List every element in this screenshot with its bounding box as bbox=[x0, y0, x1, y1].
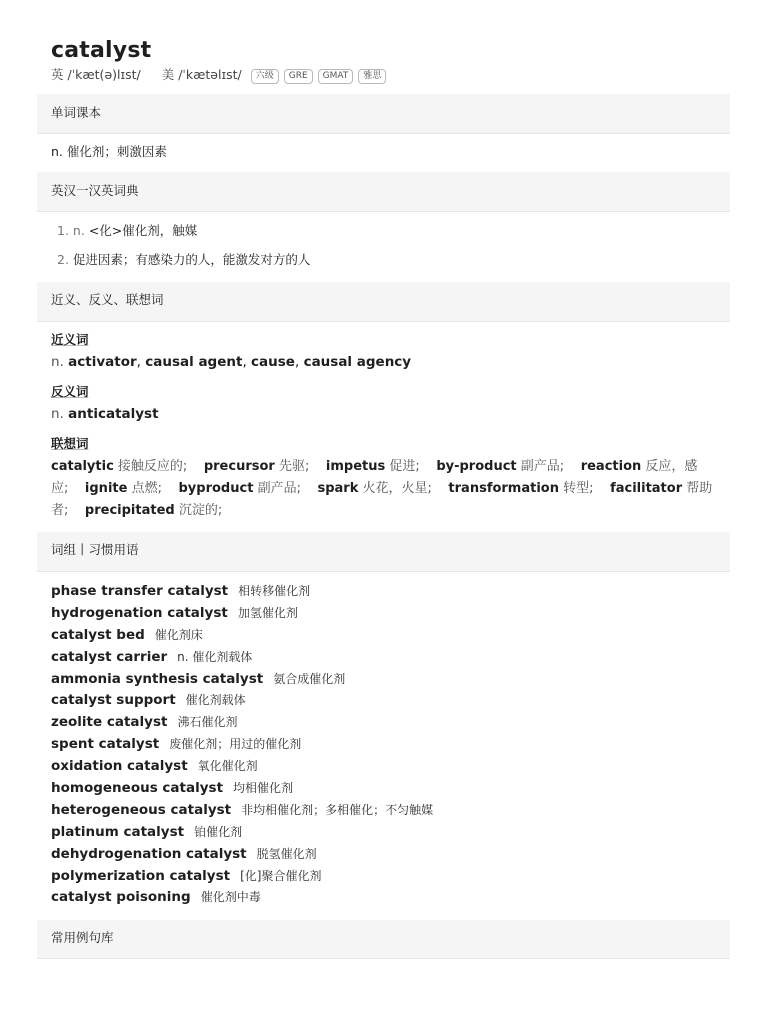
associations-list: catalytic 接触反应的; precursor 先驱; impetus 促进; by-product 副产品; reaction 反应，感应; ignite 点燃; byproduct 副产品; spark 火花，火星; transformation 转型; facilitator 帮助者; precipitated 沉淀的; bbox=[51, 459, 713, 518]
phrase-text[interactable]: platinum catalyst bbox=[51, 823, 185, 840]
phrase-row bbox=[51, 690, 433, 712]
phrase-translation: 氨合成催化剂 bbox=[273, 671, 346, 686]
item-text: <化>催化剂，触媒 bbox=[88, 223, 198, 238]
phrase-row bbox=[51, 822, 433, 844]
phrase-row bbox=[51, 647, 433, 669]
antonym-link[interactable]: anticatalyst bbox=[68, 406, 159, 422]
phrase-text[interactable]: phase transfer catalyst bbox=[51, 583, 229, 599]
association-word[interactable]: facilitator bbox=[610, 481, 683, 496]
pos-label: n. bbox=[51, 354, 64, 370]
section-header-textbook[interactable]: 单词课本 bbox=[37, 94, 730, 134]
phrase-row bbox=[51, 778, 433, 800]
phrase-translation: 相转移催化剂 bbox=[238, 584, 311, 598]
phrase-text[interactable]: ammonia synthesis catalyst bbox=[51, 670, 264, 687]
phrase-translation: 脱氢催化剂 bbox=[256, 846, 317, 861]
phrase-row bbox=[51, 712, 433, 734]
pos-label: n. bbox=[51, 406, 64, 422]
association-word[interactable]: precursor bbox=[203, 459, 275, 474]
phrase-translation: 废催化剂；用过的催化剂 bbox=[169, 737, 302, 752]
phrase-text[interactable]: homogeneous catalyst bbox=[51, 780, 224, 797]
us-phonetic[interactable]: /ˈkætəlɪst/ bbox=[178, 67, 242, 82]
synonyms-list: n. activator, causal agent, cause, causal agency bbox=[51, 354, 412, 370]
phrase-translation: 催化剂床 bbox=[154, 627, 203, 642]
synonym-link[interactable]: activator bbox=[68, 354, 137, 370]
section-header-phrases[interactable]: 词组丨习惯用语 bbox=[37, 532, 730, 572]
phrase-text[interactable]: catalyst support bbox=[51, 692, 176, 709]
association-word[interactable]: transformation bbox=[448, 481, 559, 496]
phrase-row bbox=[51, 756, 433, 778]
synonym-link[interactable]: cause bbox=[251, 354, 295, 370]
meaning-text: 催化剂；刺激因素 bbox=[66, 144, 167, 159]
item-text: 促进因素；有感染力的人，能激发对方的人 bbox=[72, 252, 311, 267]
exam-tag: 六级 bbox=[251, 69, 279, 84]
association-word[interactable]: impetus bbox=[325, 459, 386, 474]
association-word[interactable]: catalytic bbox=[51, 459, 114, 474]
phrase-list bbox=[51, 581, 433, 909]
phrase-row bbox=[51, 800, 433, 822]
synonyms-title: 近义词 bbox=[51, 332, 89, 347]
association-word[interactable]: spark bbox=[317, 481, 359, 496]
phrase-row bbox=[51, 844, 433, 866]
phrase-translation: 氧化催化剂 bbox=[197, 759, 258, 774]
phrase-translation: 均相催化剂 bbox=[233, 781, 294, 796]
word-header bbox=[51, 36, 386, 84]
uk-label: 英 bbox=[51, 67, 64, 82]
association-word[interactable]: by-product bbox=[436, 459, 517, 474]
phrase-translation: 铂催化剂 bbox=[194, 824, 243, 839]
phrase-row bbox=[51, 734, 433, 756]
exam-tag: GMAT bbox=[318, 69, 354, 84]
association-word[interactable]: reaction bbox=[580, 459, 642, 474]
synonym-link[interactable]: causal agent bbox=[145, 354, 243, 370]
phrase-text[interactable]: hydrogenation catalyst bbox=[51, 604, 228, 621]
association-word[interactable]: byproduct bbox=[178, 481, 254, 496]
item-number: 1. bbox=[57, 223, 69, 238]
phrase-text[interactable]: catalyst carrier bbox=[51, 648, 168, 665]
phrase-row bbox=[51, 625, 433, 647]
phrase-translation: 催化剂中毒 bbox=[200, 890, 261, 905]
phrase-text[interactable]: catalyst bed bbox=[51, 626, 145, 643]
pos-label: n. bbox=[72, 223, 85, 238]
phrase-translation: n. 催化剂载体 bbox=[177, 649, 253, 664]
item-number: 2. bbox=[57, 252, 69, 267]
phrase-row bbox=[51, 669, 433, 691]
phrase-text[interactable]: spent catalyst bbox=[51, 736, 160, 753]
exam-tag: 雅思 bbox=[358, 69, 386, 84]
phrase-text[interactable]: catalyst poisoning bbox=[51, 889, 191, 906]
phrase-translation: [化]聚合催化剂 bbox=[240, 868, 322, 883]
association-word[interactable]: ignite bbox=[84, 481, 128, 496]
phrase-text[interactable]: polymerization catalyst bbox=[51, 867, 231, 884]
association-word[interactable]: precipitated bbox=[84, 503, 175, 518]
phrase-text[interactable]: heterogeneous catalyst bbox=[51, 801, 232, 818]
phrase-text[interactable]: oxidation catalyst bbox=[51, 758, 188, 775]
section-header-examples[interactable]: 常用例句库 bbox=[37, 920, 730, 959]
us-label: 美 bbox=[161, 67, 175, 82]
phrase-translation: 非均相催化剂；多相催化；不匀触媒 bbox=[241, 802, 434, 817]
dict-item bbox=[57, 251, 310, 269]
phrase-translation: 催化剂载体 bbox=[185, 693, 246, 708]
dict-item bbox=[57, 222, 197, 240]
associations-title: 联想词 bbox=[51, 436, 89, 451]
synonym-link[interactable]: causal agency bbox=[303, 354, 412, 370]
headword: catalyst bbox=[51, 38, 152, 63]
phrase-translation: 加氢催化剂 bbox=[237, 605, 298, 620]
phrase-text[interactable]: zeolite catalyst bbox=[51, 714, 168, 731]
section-header-related[interactable]: 近义、反义、联想词 bbox=[37, 282, 730, 322]
phrase-row bbox=[51, 866, 433, 888]
phrase-row bbox=[51, 603, 433, 625]
pos-label: n. bbox=[51, 144, 63, 159]
antonyms-list bbox=[51, 405, 159, 423]
section-header-dict[interactable]: 英汉一汉英词典 bbox=[37, 172, 730, 212]
phrase-text[interactable]: dehydrogenation catalyst bbox=[51, 845, 247, 862]
pronunciation-row bbox=[51, 66, 386, 84]
textbook-meaning bbox=[51, 143, 167, 161]
exam-tag: GRE bbox=[284, 69, 313, 84]
phrase-row bbox=[51, 581, 433, 603]
phrase-translation: 沸石催化剂 bbox=[177, 715, 238, 730]
phrase-row bbox=[51, 887, 433, 909]
antonyms-title: 反义词 bbox=[51, 384, 89, 399]
uk-phonetic[interactable]: /ˈkæt(ə)lɪst/ bbox=[67, 67, 141, 82]
